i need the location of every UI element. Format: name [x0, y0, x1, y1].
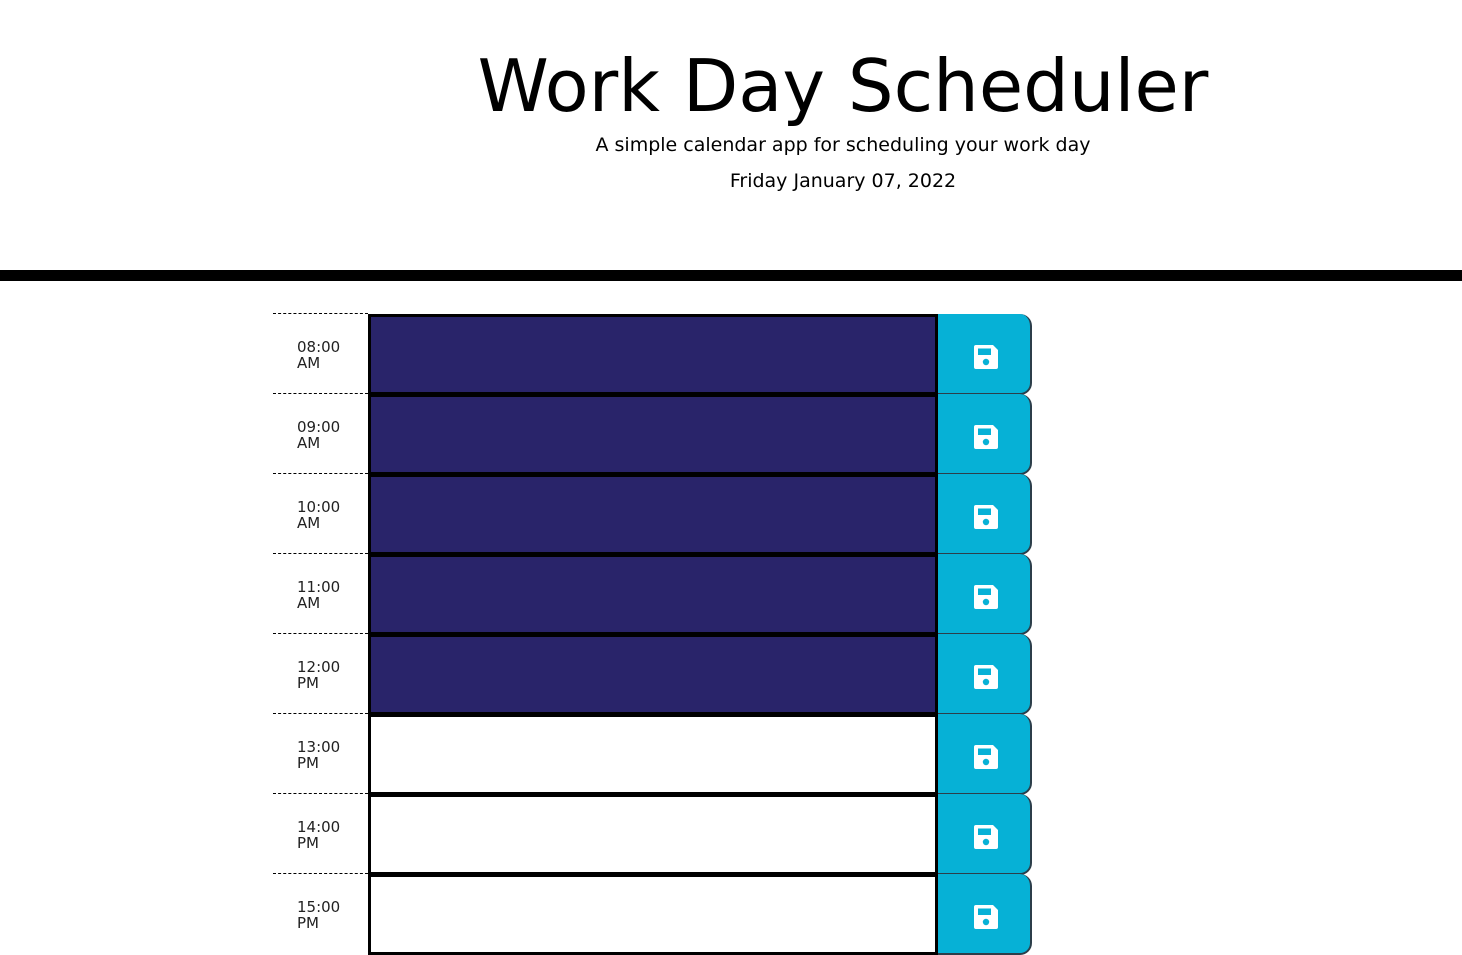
- save-button[interactable]: [938, 394, 1032, 475]
- page-header: [0, 0, 1462, 270]
- hour-label-text: [297, 339, 357, 371]
- hour-period: AM: [297, 594, 321, 612]
- floppy-disk-icon: [971, 582, 1001, 612]
- time-block-row: [273, 473, 1033, 553]
- floppy-disk-icon: [971, 742, 1001, 772]
- event-textarea[interactable]: [368, 634, 938, 715]
- event-textarea[interactable]: [368, 474, 938, 555]
- floppy-disk-icon: [971, 662, 1001, 692]
- time-block-row: [273, 713, 1033, 793]
- event-textarea[interactable]: [368, 714, 938, 795]
- event-textarea[interactable]: [368, 554, 938, 635]
- hour-label: [273, 873, 368, 953]
- save-button[interactable]: [938, 474, 1032, 555]
- floppy-disk-icon: [971, 902, 1001, 932]
- save-button[interactable]: [938, 874, 1032, 955]
- hour-time: 11:00: [297, 578, 341, 596]
- hour-label: [273, 473, 368, 553]
- floppy-disk-icon: [971, 502, 1001, 532]
- hour-label-text: [297, 819, 357, 851]
- hour-period: PM: [297, 834, 319, 852]
- floppy-disk-icon: [971, 342, 1001, 372]
- hour-period: PM: [297, 754, 319, 772]
- hour-label: [273, 553, 368, 633]
- hour-period: PM: [297, 914, 319, 932]
- hour-label-text: [297, 659, 357, 691]
- hour-label-text: [297, 579, 357, 611]
- header-divider: [0, 270, 1462, 281]
- hour-time: 13:00: [297, 738, 341, 756]
- hour-label: [273, 633, 368, 713]
- save-button[interactable]: [938, 714, 1032, 795]
- floppy-disk-icon: [971, 822, 1001, 852]
- save-button[interactable]: [938, 794, 1032, 875]
- time-block-row: [273, 313, 1033, 393]
- save-button[interactable]: [938, 314, 1032, 395]
- save-button[interactable]: [938, 554, 1032, 635]
- time-block-row: [273, 393, 1033, 473]
- time-block-row: [273, 793, 1033, 873]
- hour-time: 15:00: [297, 898, 341, 916]
- time-block-row: [273, 633, 1033, 713]
- hour-label-text: [297, 419, 357, 451]
- hour-time: 08:00: [297, 338, 341, 356]
- current-date: Friday January 07, 2022: [729, 170, 957, 192]
- page-title: Work Day Scheduler: [477, 44, 1209, 128]
- event-textarea[interactable]: [368, 794, 938, 875]
- hour-label-text: [297, 499, 357, 531]
- floppy-disk-icon: [971, 422, 1001, 452]
- time-block-row: [273, 553, 1033, 633]
- hour-time: 14:00: [297, 818, 341, 836]
- event-textarea[interactable]: [368, 394, 938, 475]
- hour-label-text: [297, 899, 357, 931]
- hour-time: 12:00: [297, 658, 341, 676]
- hour-label: [273, 313, 368, 393]
- hour-time: 09:00: [297, 418, 341, 436]
- page-subtitle: A simple calendar app for scheduling your work day: [595, 134, 1091, 156]
- event-textarea[interactable]: [368, 314, 938, 395]
- hour-time: 10:00: [297, 498, 341, 516]
- hour-period: PM: [297, 674, 319, 692]
- hour-label-text: [297, 739, 357, 771]
- event-textarea[interactable]: [368, 874, 938, 955]
- time-block-row: [273, 873, 1033, 953]
- hour-label: [273, 793, 368, 873]
- hour-label: [273, 713, 368, 793]
- hour-label: [273, 393, 368, 473]
- hour-period: AM: [297, 434, 321, 452]
- save-button[interactable]: [938, 634, 1032, 715]
- hour-period: AM: [297, 514, 321, 532]
- hour-period: AM: [297, 354, 321, 372]
